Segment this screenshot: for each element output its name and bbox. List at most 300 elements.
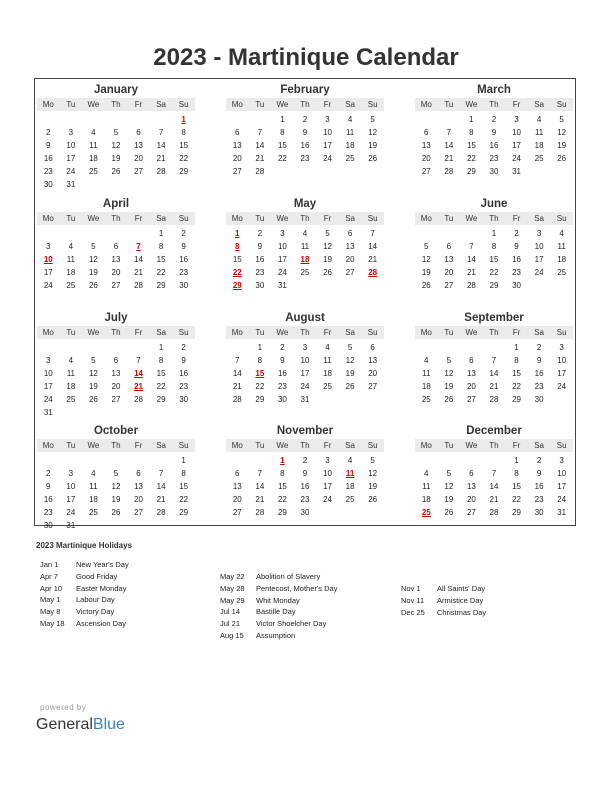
day-cell: 16 [43,495,53,504]
brand-general: General [36,716,93,733]
day-cell: 14 [466,255,476,264]
holiday-day: 1 [280,456,285,465]
day-cell: 20 [466,382,476,391]
weekday-label: Th [489,441,499,450]
day-cell: 12 [111,141,121,150]
month-name: July [104,312,128,324]
holiday-date: Jul 21 [220,619,241,629]
day-cell: 17 [557,482,567,491]
day-cell: 19 [444,495,454,504]
holiday-name: New Year's Day [76,560,129,569]
empty-cell [105,454,128,467]
holiday-day: 15 [255,369,265,378]
day-cell: 23 [179,268,189,277]
day-cell: 11 [66,369,75,378]
day-cell: 9 [302,128,308,137]
day-cell: 25 [345,154,355,163]
empty-cell [226,113,249,126]
holiday-name: Good Friday [76,571,118,581]
weekday-label: Sa [534,214,544,223]
day-cell: 15 [277,482,287,491]
day-cell: 31 [557,508,567,517]
weekday-header [226,212,384,225]
weekday-label: Su [367,328,378,337]
day-cell: 24 [43,395,53,404]
day-cell: 30 [255,281,265,290]
day-cell: 24 [323,495,332,504]
day-cell: 19 [111,154,121,163]
day-cell: 22 [179,495,189,504]
day-cell: 2 [257,229,263,238]
day-cell: 7 [257,128,263,137]
holiday-name: Whit Monday [256,595,300,605]
day-cell: 22 [255,382,265,391]
day-cell: 2 [46,469,51,478]
weekday-label: Tu [66,214,76,223]
day-cell: 3 [68,128,74,137]
day-cell: 28 [156,167,166,176]
weekday-label: Su [178,214,189,223]
day-cell: 3 [325,456,330,465]
day-cell: 23 [489,154,499,163]
day-cell: 27 [134,508,143,517]
month-name: January [93,84,139,96]
day-cell: 17 [66,495,76,504]
day-cell: 13 [232,141,242,150]
day-cell: 22 [466,154,476,163]
weekday-label: Sa [156,214,166,223]
holiday-item [40,606,129,618]
month-august [226,310,384,406]
holiday-day: 1 [181,115,186,124]
day-cell: 23 [255,268,265,277]
day-cell: 2 [302,456,308,465]
day-cell: 23 [534,495,544,504]
day-cell: 26 [345,382,355,391]
weekday-label: We [276,441,289,450]
empty-cell [82,454,105,467]
day-cell: 2 [46,128,51,137]
holiday-date: Aug 15 [220,630,244,640]
day-cell: 29 [255,395,265,404]
day-cell: 27 [232,167,242,176]
day-cell: 24 [534,268,544,277]
weekday-label: Th [300,100,310,109]
day-cell: 23 [534,382,544,391]
day-cell: 13 [345,242,355,251]
day-cell: 26 [111,508,121,517]
day-cell: 25 [345,495,355,504]
day-cell: 21 [466,268,476,277]
day-cell: 18 [66,268,76,277]
weekday-label: We [465,441,478,450]
day-cell: 26 [368,154,378,163]
day-cell: 21 [489,382,499,391]
day-cell: 24 [323,154,332,163]
day-cell: 10 [512,128,521,137]
month-september [415,310,573,406]
day-cell: 20 [466,495,476,504]
empty-cell [226,454,249,467]
day-cell: 13 [111,369,121,378]
holiday-column [220,571,337,642]
day-cell: 12 [368,469,378,478]
day-cell: 19 [88,268,98,277]
month-february [226,82,384,178]
holiday-day: 1 [235,229,240,238]
day-cell: 8 [280,128,285,137]
day-cell: 5 [370,456,375,465]
day-cell: 8 [514,469,519,478]
empty-cell [37,227,60,240]
month-name: December [466,425,522,437]
day-cell: 1 [280,115,285,124]
day-cell: 24 [43,281,53,290]
weekday-label: Tu [255,328,265,337]
weekday-label: Fr [134,100,143,109]
day-cell: 18 [88,154,98,163]
day-cell: 11 [422,482,431,491]
day-cell: 31 [66,521,76,530]
day-cell: 5 [91,242,96,251]
day-cell: 6 [136,469,141,478]
day-cell: 2 [181,343,186,352]
holiday-item [220,606,337,618]
day-cell: 2 [491,115,497,124]
day-cell: 20 [134,495,143,504]
month-name: November [276,425,334,437]
weekday-label: Th [489,328,499,337]
holiday-column [401,583,486,618]
day-cell: 30 [300,508,310,517]
day-cell: 7 [158,128,164,137]
day-cell: 30 [534,395,544,404]
weekday-label: Fr [512,100,521,109]
empty-cell [60,341,83,354]
weekday-label: Th [489,100,499,109]
day-cell: 4 [347,115,353,124]
day-cell: 27 [232,508,242,517]
weekday-header [415,98,573,111]
day-cell: 9 [46,482,51,491]
day-cell: 18 [88,495,98,504]
day-cell: 24 [557,495,567,504]
day-cell: 3 [68,469,74,478]
day-cell: 25 [88,508,98,517]
day-cell: 7 [469,242,474,251]
day-cell: 16 [300,141,310,150]
weekday-label: Tu [444,100,454,109]
day-cell: 20 [368,369,378,378]
day-cell: 14 [489,482,499,491]
holiday-item [220,583,337,595]
day-cell: 2 [302,115,308,124]
day-cell: 12 [444,369,454,378]
day-cell: 15 [489,255,499,264]
day-cell: 6 [347,229,353,238]
holiday-day: 29 [232,281,242,290]
day-cell: 22 [512,382,521,391]
empty-cell [415,113,438,126]
day-cell: 1 [158,343,164,352]
day-cell: 4 [68,242,74,251]
day-cell: 18 [345,141,355,150]
day-cell: 1 [158,229,164,238]
weekday-label: We [87,441,100,450]
day-cell: 8 [181,469,186,478]
day-cell: 1 [181,456,186,465]
day-cell: 11 [345,128,355,137]
weekday-label: Sa [156,100,166,109]
day-cell: 16 [512,255,521,264]
empty-cell [37,341,60,354]
day-cell: 5 [113,128,119,137]
month-april [37,196,195,292]
day-cell: 27 [111,281,121,290]
day-cell: 13 [111,255,121,264]
day-cell: 17 [534,255,544,264]
weekday-label: Su [367,100,378,109]
day-cell: 10 [534,242,544,251]
day-cell: 21 [444,154,454,163]
day-cell: 4 [68,356,74,365]
weekday-header [415,439,573,452]
day-cell: 16 [277,369,287,378]
weekday-header [37,98,195,111]
day-cell: 2 [536,456,542,465]
day-cell: 28 [444,167,454,176]
day-cell: 16 [534,482,544,491]
holiday-day: 7 [136,242,141,251]
day-cell: 11 [323,356,332,365]
day-cell: 25 [534,154,544,163]
day-cell: 3 [325,115,330,124]
month-november [226,423,384,519]
day-cell: 19 [88,382,98,391]
day-cell: 28 [489,395,499,404]
weekday-label: Fr [134,441,143,450]
empty-cell [82,341,105,354]
day-cell: 13 [368,356,378,365]
day-cell: 28 [255,508,265,517]
empty-cell [60,227,83,240]
empty-cell [105,113,128,126]
weekday-label: Th [489,214,499,223]
holiday-column [40,559,129,630]
weekday-label: Mo [42,214,54,223]
day-cell: 4 [91,469,96,478]
day-cell: 12 [111,482,121,491]
holiday-day: 28 [368,268,378,277]
weekday-label: Tu [66,100,76,109]
weekday-label: Mo [42,100,54,109]
weekday-label: Mo [420,100,432,109]
empty-cell [82,113,105,126]
weekday-label: We [276,100,289,109]
holiday-item [40,618,129,630]
holiday-item [40,594,129,606]
day-cell: 23 [512,268,521,277]
day-cell: 20 [421,154,431,163]
holiday-day: 25 [421,508,431,517]
day-cell: 29 [512,395,521,404]
day-cell: 22 [156,268,166,277]
holiday-date: Jul 14 [220,607,241,617]
day-grid [415,227,573,292]
day-cell: 10 [300,356,310,365]
weekday-header [37,439,195,452]
day-cell: 9 [181,242,186,251]
holiday-date: Apr 7 [40,571,58,581]
day-cell: 30 [43,180,53,189]
day-cell: 12 [368,128,378,137]
day-cell: 28 [156,508,166,517]
weekday-label: Th [111,100,121,109]
day-cell: 6 [136,128,141,137]
day-cell: 16 [179,369,189,378]
day-cell: 9 [280,356,285,365]
day-cell: 1 [469,115,474,124]
empty-cell [226,341,249,354]
day-cell: 19 [368,482,378,491]
day-cell: 10 [557,356,567,365]
empty-cell [415,227,438,240]
day-cell: 2 [181,229,186,238]
day-cell: 27 [421,167,431,176]
day-cell: 12 [421,255,431,264]
day-cell: 28 [134,395,143,404]
empty-cell [438,341,461,354]
weekday-label: Mo [231,100,243,109]
day-cell: 20 [111,382,121,391]
day-cell: 23 [43,508,53,517]
powered-by-text: powered by [40,703,87,712]
day-cell: 14 [368,242,378,251]
weekday-header [226,326,384,339]
day-cell: 23 [179,382,189,391]
day-cell: 17 [300,369,310,378]
day-cell: 7 [136,356,141,365]
holiday-name: Ascension Day [76,618,127,628]
day-cell: 4 [424,356,429,365]
day-cell: 4 [91,128,96,137]
day-cell: 7 [491,469,497,478]
day-cell: 17 [557,369,567,378]
day-cell: 26 [444,395,454,404]
day-cell: 9 [514,242,519,251]
day-cell: 21 [255,154,265,163]
day-cell: 5 [113,469,119,478]
day-cell: 9 [257,242,263,251]
weekday-header [37,326,195,339]
day-cell: 8 [491,242,497,251]
day-cell: 16 [300,482,310,491]
day-cell: 19 [557,141,567,150]
day-cell: 5 [446,356,452,365]
day-cell: 12 [323,242,332,251]
day-cell: 5 [347,343,353,352]
day-grid [226,454,384,519]
holiday-name: Armistice Day [437,595,484,605]
day-cell: 27 [111,395,121,404]
day-cell: 23 [277,382,287,391]
weekday-label: Sa [156,328,166,337]
weekday-label: Tu [66,328,76,337]
holiday-date: May 29 [220,595,245,605]
day-cell: 6 [370,343,375,352]
day-cell: 15 [179,141,189,150]
day-cell: 21 [232,382,242,391]
day-grid [226,341,384,406]
day-cell: 15 [277,141,287,150]
holiday-item [401,595,486,607]
day-cell: 6 [113,242,119,251]
day-cell: 15 [512,482,521,491]
day-cell: 20 [345,255,355,264]
day-cell: 22 [277,495,287,504]
month-name: April [102,198,130,210]
day-cell: 24 [557,382,567,391]
day-cell: 24 [512,154,521,163]
day-cell: 30 [179,395,189,404]
day-cell: 13 [466,482,476,491]
day-grid [226,113,384,178]
holidays-title: 2023 Martinique Holidays [36,541,133,550]
empty-cell [82,227,105,240]
empty-cell [37,113,60,126]
day-cell: 2 [280,343,285,352]
day-cell: 9 [536,469,542,478]
day-cell: 12 [557,128,567,137]
day-cell: 9 [536,356,542,365]
weekday-label: Sa [345,214,355,223]
weekday-header [415,212,573,225]
month-name: June [480,198,508,210]
day-cell: 3 [46,242,51,251]
day-cell: 8 [469,128,474,137]
day-cell: 8 [257,356,263,365]
day-cell: 22 [489,268,499,277]
holiday-name: All Saints' Day [437,584,486,593]
day-cell: 13 [444,255,454,264]
day-cell: 25 [557,268,567,277]
weekday-label: We [276,328,289,337]
day-cell: 25 [300,268,310,277]
day-cell: 7 [158,469,164,478]
holiday-date: May 8 [40,607,61,617]
holiday-item [220,595,337,607]
weekday-label: Fr [323,214,332,223]
day-cell: 14 [489,369,499,378]
day-cell: 1 [514,456,519,465]
day-cell: 9 [46,141,51,150]
day-cell: 11 [89,482,98,491]
weekday-label: Tu [255,100,265,109]
day-cell: 20 [134,154,143,163]
day-cell: 30 [512,281,521,290]
weekday-label: Tu [255,214,265,223]
day-cell: 11 [557,242,566,251]
day-cell: 14 [134,255,143,264]
day-cell: 30 [489,167,499,176]
day-grid [37,341,195,419]
month-name: May [293,198,317,210]
day-cell: 21 [368,255,378,264]
day-cell: 31 [66,180,76,189]
day-cell: 20 [232,154,242,163]
day-cell: 24 [66,167,76,176]
weekday-label: Su [367,441,378,450]
